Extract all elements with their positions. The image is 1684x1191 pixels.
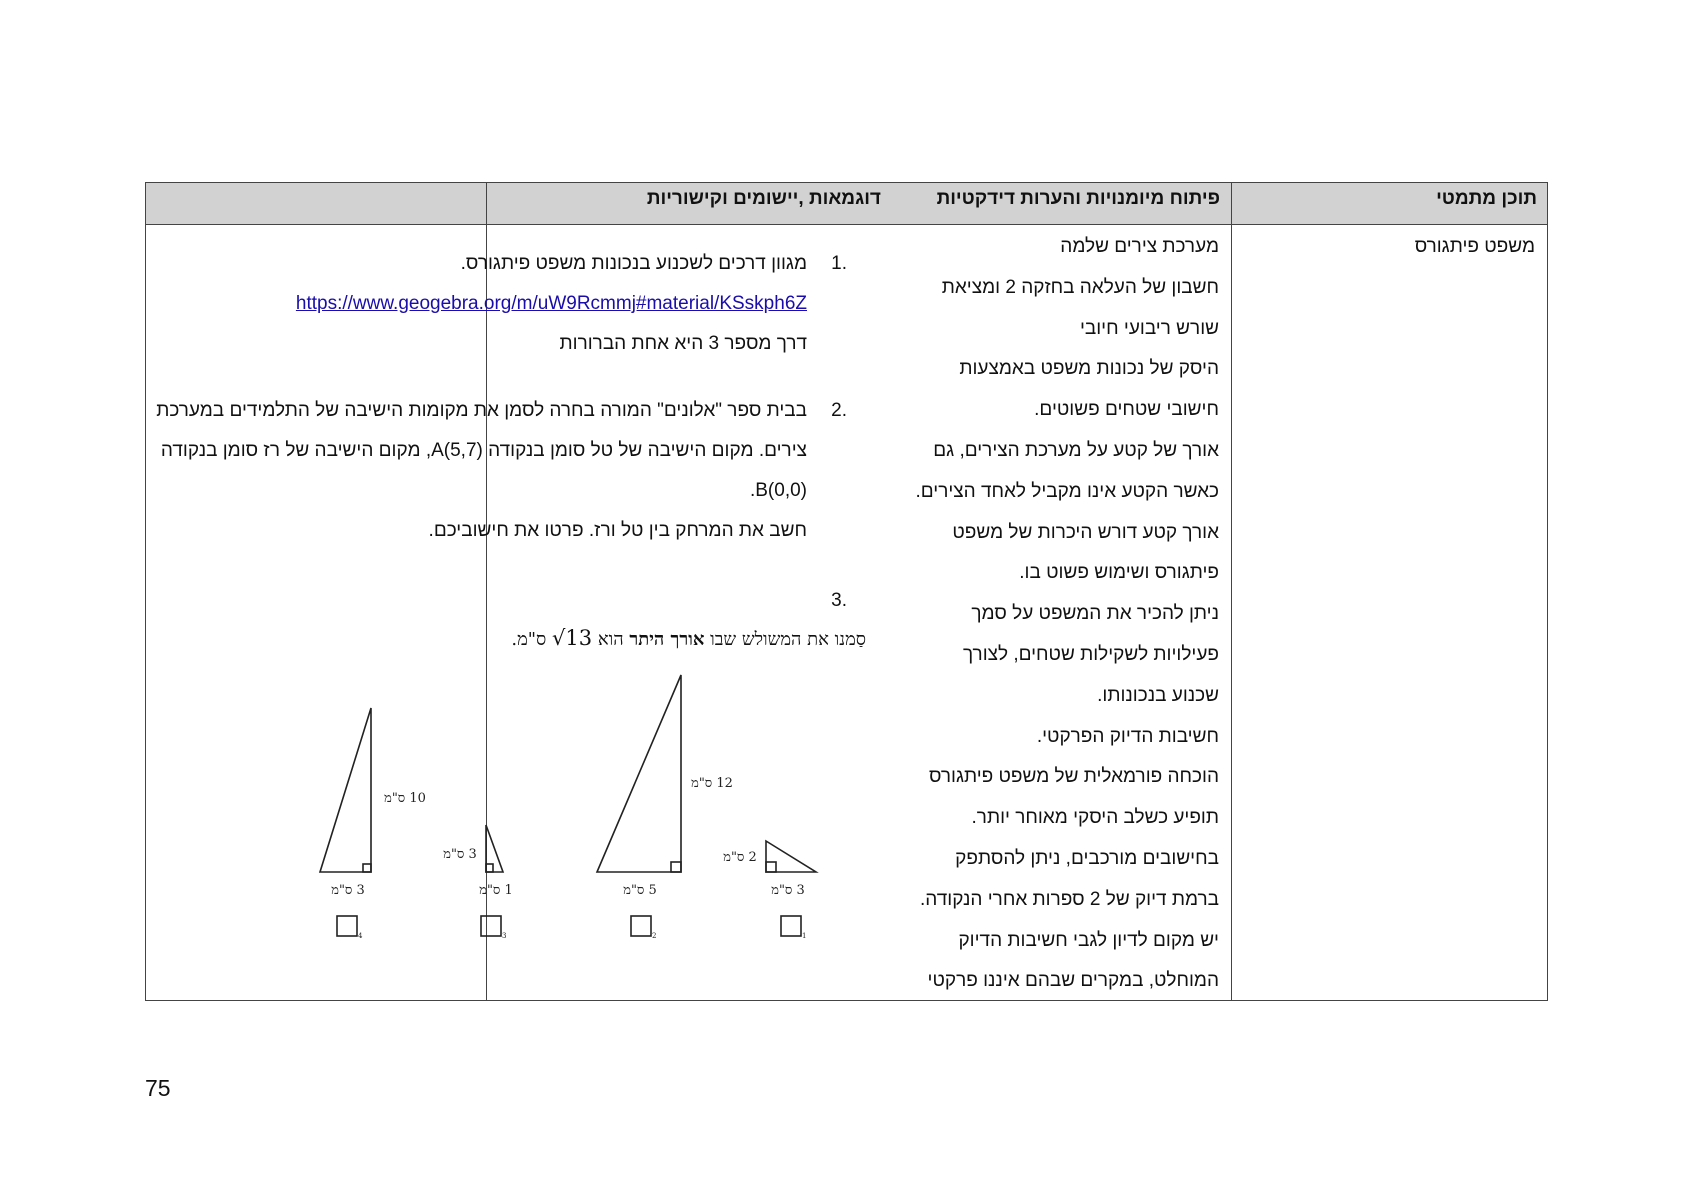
box-number: 3 (502, 932, 507, 940)
triangles-figure (300, 660, 840, 940)
triangle-5x12 (597, 675, 681, 872)
geogebra-link[interactable]: https://www.geogebra.org/m/uW9Rcmmj#material/KSskph6Z (295, 293, 807, 314)
box-number: 4 (358, 932, 363, 940)
didactic-line: היסק של נכונות משפט באמצעות (959, 358, 1219, 380)
page-number: 75 (145, 1075, 171, 1101)
didactic-line: שורש ריבועי חיובי (1079, 317, 1219, 339)
didactic-line: אורך של קטע על מערכת הצירים, גם (933, 439, 1219, 461)
base-label: 3 ס"מ (331, 883, 365, 898)
base-label: 3 ס"מ (771, 883, 805, 898)
box-number: 1 (802, 932, 807, 940)
answer-box (781, 916, 801, 936)
header-examples: דוגמאות ,יישומים וקישוריות (646, 188, 881, 209)
header-math-content: תוכן מתמטי (1436, 188, 1537, 209)
answer-box (481, 916, 501, 936)
didactic-line: חישובי שטחים פשוטים. (1034, 399, 1219, 421)
sqrt-13: √13 (552, 626, 593, 650)
item-text: בבית ספר "אלונים" המורה בחרה לסמן את מקומות הישיבה של התלמידים במערכת (156, 400, 807, 421)
column-divider (1231, 183, 1232, 1000)
item-number: .2 (831, 400, 847, 421)
item-text: חשב את המרחק בין טל ורז. פרטו את חישוביכם. (428, 520, 807, 541)
didactic-line: אורך קטע דורש היכרות של משפט (952, 521, 1219, 543)
item-note: דרך מספר 3 היא אחת הברורות (559, 333, 807, 354)
didactic-line: פעילויות לשקילות שטחים, לצורך (962, 643, 1219, 665)
item-number: .3 (831, 590, 847, 611)
triangle-3x2 (766, 841, 816, 872)
height-label: 10 ס"מ (384, 791, 426, 806)
item-text: צירים. מקום הישיבה של טל סומן בנקודה A(5,7), מקום הישיבה של רז סומן בנקודה (160, 440, 807, 461)
height-label: 3 ס"מ (443, 847, 477, 862)
answer-box (631, 916, 651, 936)
didactic-line: חשבון של העלאה בחזקה 2 ומציאת (941, 276, 1219, 298)
math-topic: משפט פיתגורס (1414, 236, 1535, 257)
height-label: 12 ס"מ (691, 776, 733, 791)
didactic-notes-list (899, 227, 1219, 1002)
height-label: 2 ס"מ (723, 850, 757, 865)
didactic-line: תופיע כשלב היסקי מאוחר יותר. (971, 807, 1219, 829)
answer-box (337, 916, 357, 936)
item-text: .B(0,0) (749, 480, 807, 501)
didactic-line: מערכת צירים שלמה (1060, 236, 1219, 257)
didactic-line: יש מקום לדיון לגבי חשיבות הדיוק (958, 929, 1219, 951)
base-label: 5 ס"מ (623, 883, 657, 898)
didactic-line: פיתגורס ושימוש פשוט בו. (1019, 562, 1219, 584)
header-didactic-notes: פיתוח מיומנויות והערות דידקטיות (936, 188, 1220, 209)
didactic-line: המוחלט, במקרים שבהם איננו פרקטי (927, 970, 1219, 992)
didactic-line: הוכחה פורמאלית של משפט פיתגורס (928, 766, 1219, 788)
didactic-line: ניתן להכיר את המשפט על סמך (971, 603, 1219, 625)
didactic-line: כאשר הקטע אינו מקביל לאחד הצירים. (915, 480, 1219, 502)
box-number: 2 (652, 932, 657, 940)
didactic-line: חשיבות הדיוק הפרקטי. (1036, 725, 1219, 747)
triangle-3x10 (320, 708, 371, 872)
item3-caption: סַמנו את המשולש שבו אורך היתר הוא √13 ס"מ. (511, 626, 866, 650)
didactic-line: בחישובים מורכבים, ניתן להסתפק (955, 847, 1219, 869)
didactic-line: ברמת דיוק של 2 ספרות אחרי הנקודה. (919, 888, 1219, 910)
didactic-line: שכנוע בנכונותו. (1097, 684, 1219, 706)
item-text: מגוון דרכים לשכנוע בנכונות משפט פיתגורס. (460, 253, 807, 274)
item-number: .1 (831, 253, 847, 274)
triangle-1x3 (486, 825, 503, 872)
base-label: 1 ס"מ (479, 883, 513, 898)
